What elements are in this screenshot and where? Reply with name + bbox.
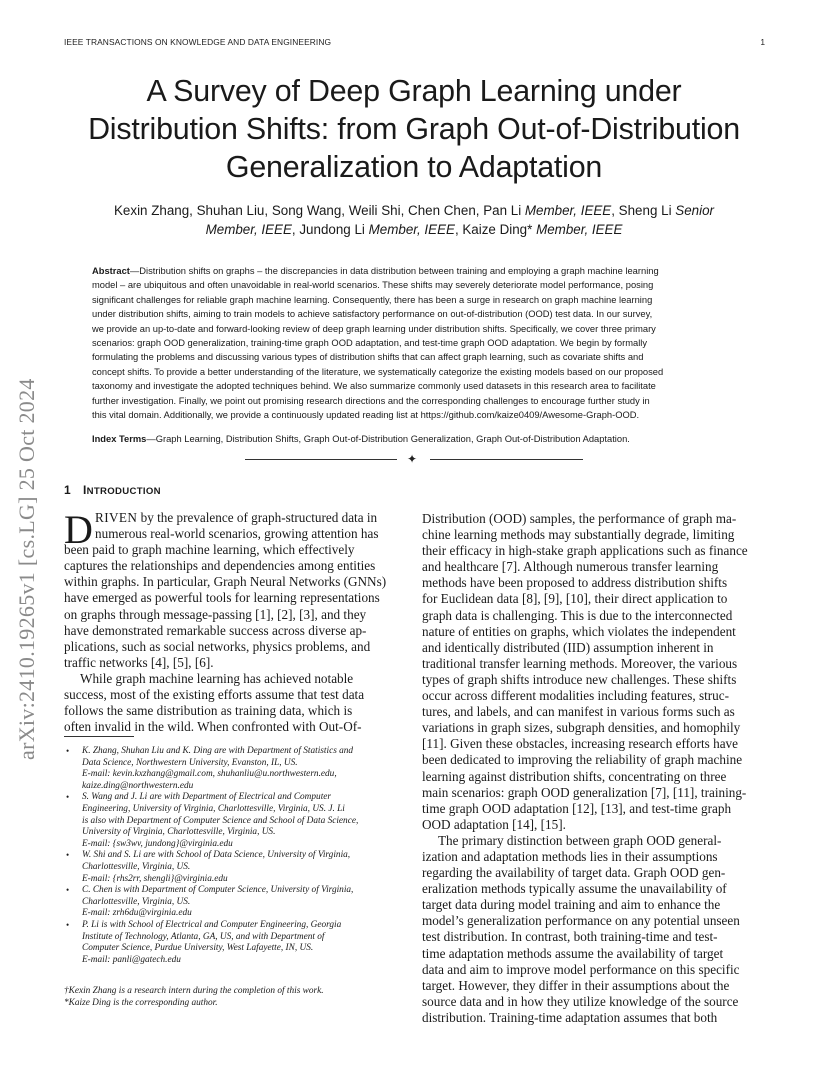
author-names: Kexin Zhang, Shuhan Liu, Song Wang, Weili Shi, Chen Chen, Pan Li: [114, 203, 525, 218]
body-line: types of graph shifts introduce new challenges. These shifts: [422, 671, 737, 687]
footnote-line: University of Virginia, Charlottesville, Virginia, US.: [82, 827, 276, 838]
section-title-initial: I: [82, 483, 87, 497]
body-line: been dedicated to improving the reliability of graph machine: [422, 752, 743, 768]
author-list: [60, 201, 768, 239]
footnote-item: [64, 792, 407, 850]
abstract-line: significant challenges for reliable graph machine learning. Consequently, there has been a surge in research on graph machine learning: [92, 294, 653, 305]
footnote-item: [64, 885, 407, 920]
drop-cap-word: RIVEN: [95, 510, 138, 525]
section-heading: [64, 483, 161, 497]
footnote-line: E-mail: panli@gatech.edu: [82, 954, 181, 965]
body-line: occur across different modalities including features, struc-: [422, 688, 729, 704]
author-names: , Sheng Li: [611, 203, 676, 218]
page-number: 1: [760, 37, 765, 47]
footnote-line: Charlottesville, Virginia, US.: [82, 861, 191, 872]
body-line: plications, such as social networks, physics problems, and: [64, 638, 371, 654]
body-line: have emerged as powerful tools for learning representations: [64, 590, 380, 606]
body-line: have demonstrated remarkable success across diverse ap-: [64, 622, 367, 638]
author-membership: Member, IEEE: [205, 222, 292, 237]
abstract-line: under distribution shifts, aiming to train models to achieve satisfactory performance on out-of-distribution (OOD) test data. In our survey,: [92, 309, 653, 320]
drop-cap: D: [64, 507, 93, 552]
body-line: methods have been proposed to address distribution shifts: [422, 575, 728, 591]
body-line: traffic networks [4], [5], [6].: [64, 654, 214, 670]
index-terms-text: —Graph Learning, Distribution Shifts, Graph Out-of-Distribution Generalization, Graph Out-of-Distribution Adaptation.: [146, 434, 630, 444]
running-header: IEEE TRANSACTIONS ON KNOWLEDGE AND DATA ENGINEERING: [64, 37, 332, 47]
abstract-line: concept shifts. To provide a better understanding of the literature, we systematically categorize the existing models based on our proposed: [92, 366, 664, 377]
right-column: [422, 511, 765, 1026]
body-line: and healthcare [7]. Although numerous transfer learning: [422, 559, 719, 575]
section-divider-right: [430, 459, 583, 460]
body-line: captures the relationships and dependencies among entities: [64, 558, 376, 574]
abstract-line: this vital domain. Additionally, we provide a continuously updated reading list at https://github.com/kaize0409/Awesome-Graph-OOD.: [92, 410, 640, 421]
paper-title: [50, 72, 778, 186]
body-line: eralization methods typically assume the unavailability of: [422, 881, 727, 897]
body-text: by the prevalence of graph-structured data in: [137, 510, 378, 525]
footnote-line: kaize.ding@northwestern.edu: [82, 780, 194, 791]
index-terms: [92, 432, 738, 446]
footnote-line: E-mail: kevin.kxzhang@gmail.com, shuhanliu@u.northwestern.edu,: [82, 769, 337, 780]
body-line: chine learning methods may substantially degrade, limiting: [422, 527, 735, 543]
footnote-item: [64, 920, 407, 966]
bullet-icon: •: [66, 792, 70, 803]
title-line: A Survey of Deep Graph Learning under: [146, 74, 682, 108]
body-line: regarding the availability of target data. Graph OOD gen-: [422, 865, 726, 881]
body-line: on graphs through message-passing [1], [2], [3], and they: [64, 606, 367, 622]
footnote-line: C. Chen is with Department of Computer Science, University of Virginia,: [82, 885, 354, 896]
author-names: , Kaize Ding*: [454, 222, 537, 237]
body-line: nature of entities on graphs, which violates the independent: [422, 623, 736, 639]
bullet-icon: •: [66, 746, 70, 756]
footnote-line: S. Wang and J. Li are with Department of Electrical and Computer: [82, 792, 332, 803]
footnote-line: is also with Department of Computer Science and School of Data Science,: [82, 815, 359, 826]
author-line: [60, 201, 768, 220]
footnote-line: W. Shi and S. Li are with School of Data Science, University of Virginia,: [82, 850, 351, 861]
body-line: [11]. Given these obstacles, increasing research efforts have: [422, 736, 739, 752]
abstract-line: taxonomy and investigate the adopted techniques behind. We also summarize commonly used datasets in this research area to facilitate: [92, 381, 656, 392]
abstract-line: we provide an up-to-date and forward-looking review of deep graph learning under distribution shifts. Specifically, we cover three primary: [92, 323, 656, 334]
footnote-line: Institute of Technology, Atlanta, GA, US, and with Department of: [82, 931, 325, 942]
author-note: †Kexin Zhang is a research intern during the completion of this work.: [64, 986, 324, 996]
body-line: ization and adaptation methods lies in their assumptions: [422, 848, 718, 864]
bullet-icon: •: [66, 850, 70, 861]
body-line: often invalid in the wild. When confronted with Out-Of-: [64, 719, 362, 735]
abstract-line: formulating the problems and discussing various types of distribution shifts that can affect graph learning, such as covariate shifts and: [92, 352, 644, 363]
body-line: graph data is challenging. This is due to the interconnected: [422, 607, 733, 623]
body-line: variations in graph sizes, subgraph densities, and homophily: [422, 720, 741, 736]
author-note: *Kaize Ding is the corresponding author.: [64, 997, 218, 1008]
footnote-line: P. Li is with School of Electrical and Computer Engineering, Georgia: [82, 919, 342, 930]
author-membership: Member, IEEE: [524, 203, 612, 218]
footnote-rule: [64, 736, 134, 737]
body-line: time adaptation methods assume the availability of target: [422, 945, 724, 961]
section-number: 1: [64, 483, 71, 497]
abstract-line: scenarios: graph OOD generalization, training-time graph OOD adaptation, and test-time graph OOD adaptation. We begin by formally: [92, 338, 648, 349]
abstract-line: model – are ubiquitous and often unavoidable in real-world scenarios. These shifts may severely deteriorate model performance, posing: [92, 280, 654, 291]
body-line: target data during model training and aim to enhance the: [422, 897, 721, 913]
body-line: Distribution (OOD) samples, the performance of graph ma-: [422, 511, 737, 526]
footnote-line: E-mail: {sw3wv, jundong}@virginia.edu: [82, 838, 233, 849]
author-notes: [64, 986, 324, 1009]
author-membership: Member, IEEE: [368, 222, 455, 237]
body-line: model’s generalization performance on any potential unseen: [422, 913, 740, 929]
abstract-line: [92, 264, 738, 278]
section-title-rest: NTRODUCTION: [86, 486, 161, 497]
author-names: , Jundong Li: [291, 222, 369, 237]
index-terms-label: Index Terms: [92, 434, 147, 444]
body-line: follows the same distribution as training data, which is: [64, 703, 353, 719]
abstract-text: —Distribution shifts on graphs – the discrepancies in data distribution between training and employing a graph machine learning: [129, 266, 659, 276]
title-line: Generalization to Adaptation: [225, 150, 603, 184]
bullet-icon: •: [66, 919, 70, 930]
body-line: OOD adaptation [14], [15].: [422, 816, 566, 832]
body-line: been paid to graph machine learning, which effectively: [64, 542, 355, 558]
affiliation-footnotes: [64, 746, 407, 966]
abstract-line: further investigation. Finally, we point out promising research directions and the corresponding challenges to encourage further study in: [92, 395, 650, 406]
footnote-item: [64, 850, 407, 885]
body-line: main scenarios: graph OOD generalization [7], [11], training-: [422, 784, 747, 800]
footnote-line: Charlottesville, Virginia, US.: [82, 896, 191, 907]
footnote-line: E-mail: {rhs2rr, shengli}@virginia.edu: [82, 873, 228, 884]
title-line: Distribution Shifts: from Graph Out-of-Distribution: [88, 112, 740, 146]
body-line: The primary distinction between graph OOD general-: [438, 832, 722, 848]
body-line: their efficacy in high-stake graph applications such as finance: [422, 543, 748, 559]
body-line: data and aim to improve model performance on this specific: [422, 961, 740, 977]
body-line: within graphs. In particular, Graph Neural Networks (GNNs): [64, 574, 387, 590]
footnote-item: [64, 746, 407, 792]
footnote-line: Computer Science, Purdue University, West Lafayette, IN, US.: [82, 943, 314, 954]
body-line: and identically distributed (IID) assumption inherent in: [422, 639, 714, 655]
author-membership: Senior: [675, 203, 714, 218]
footnote-line: K. Zhang, Shuhan Liu and K. Ding are with Department of Statistics and: [82, 746, 354, 756]
body-line: success, most of the existing efforts assume that test data: [64, 687, 365, 703]
bullet-icon: •: [66, 885, 70, 896]
body-line: time graph OOD adaptation [12], [13], and test-time graph: [422, 800, 732, 816]
body-line: source data and in how they utilize knowledge of the source: [422, 993, 739, 1009]
section-divider-left: [245, 459, 397, 460]
body-line: for Euclidean data [8], [9], [10], their direct application to: [422, 591, 728, 607]
body-line: test distribution. In contrast, both training-time and test-: [422, 929, 718, 945]
body-line: While graph machine learning has achieved notable: [80, 670, 354, 686]
body-line: target. However, they differ in their assumptions about the: [422, 977, 730, 993]
body-line: [64, 510, 407, 526]
body-line: numerous real-world scenarios, growing attention has: [95, 526, 379, 542]
footnote-line: E-mail: zrh6du@virginia.edu: [82, 908, 192, 919]
author-line: [60, 220, 768, 239]
body-line: traditional transfer learning methods. Moreover, the various: [422, 655, 738, 671]
arxiv-identifier-stamp: arXiv:2410.19265v1 [cs.LG] 25 Oct 2024: [14, 378, 39, 760]
body-line: distribution. Training-time adaptation assumes that both: [422, 1009, 718, 1025]
footnote-line: Data Science, Northwestern University, Evanston, IL, US.: [82, 757, 298, 768]
body-line: learning against distribution shifts, concentrating on three: [422, 768, 727, 784]
abstract: [92, 264, 738, 422]
footnote-line: Engineering, University of Virginia, Charlottesville, Virginia, US. J. Li: [82, 803, 345, 814]
abstract-label: Abstract: [92, 266, 130, 276]
author-membership: Member, IEEE: [536, 222, 623, 237]
body-line: tures, and labels, and can manifest in various forms such as: [422, 704, 735, 720]
left-column: [64, 507, 407, 735]
divider-ornament-icon: ✦: [407, 452, 418, 466]
